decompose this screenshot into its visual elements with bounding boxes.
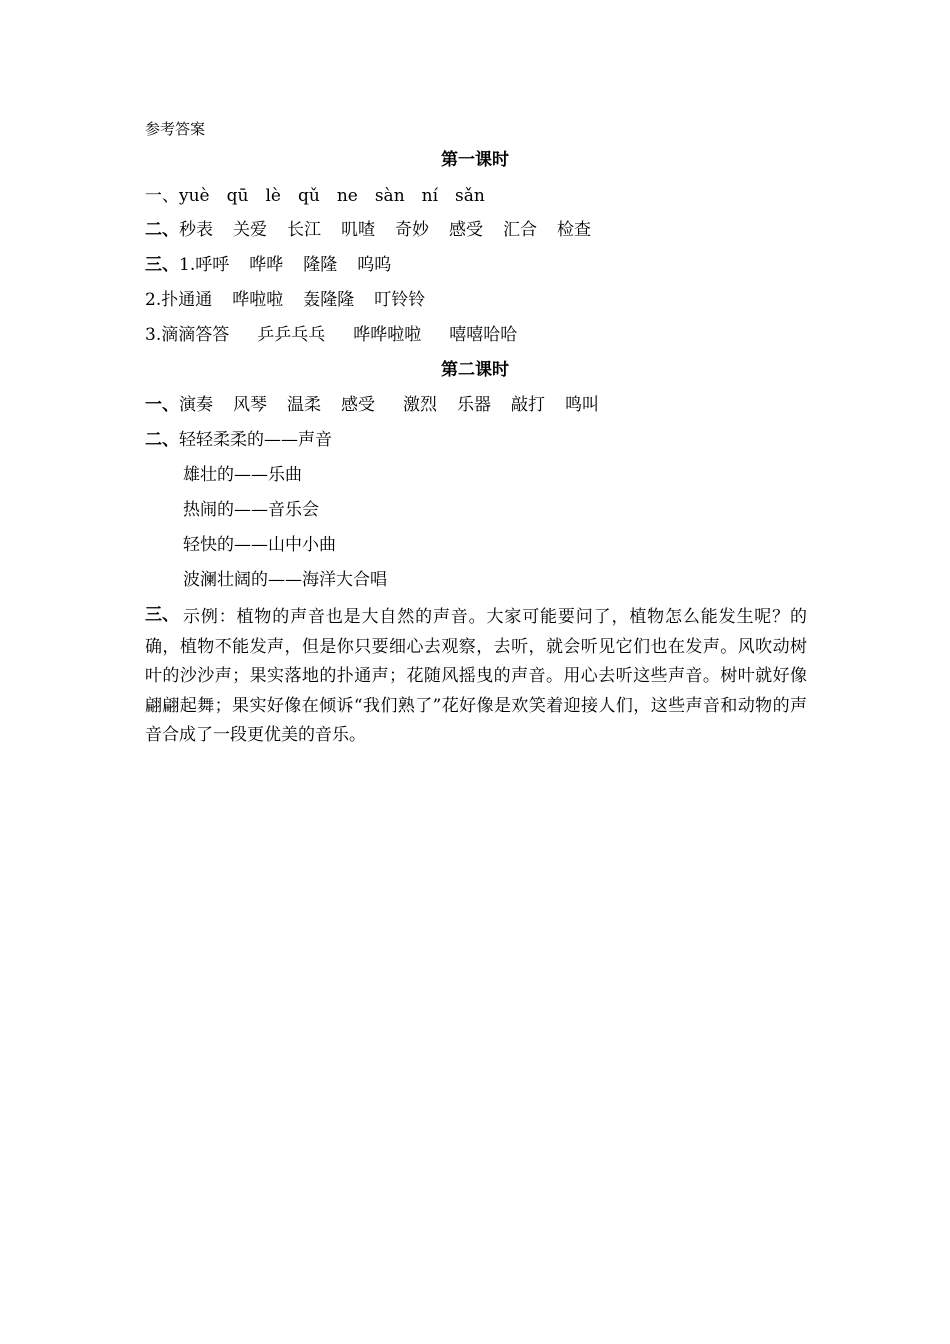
word-answer: 温柔: [287, 395, 321, 415]
pinyin-answer: qū: [226, 186, 249, 206]
onomatopoeia-answer: 隆隆: [303, 255, 338, 275]
word-answer: 叽喳: [341, 220, 375, 240]
matching-answer: 波澜壮阔的——海洋大合唱: [183, 570, 387, 590]
document-label: 参考答案: [145, 120, 206, 138]
lesson1-q1: [145, 184, 502, 208]
pinyin-answer: ní: [421, 186, 439, 206]
word-answer: 关爱: [233, 220, 267, 240]
pinyin-answer: sàn: [374, 186, 405, 206]
word-answer: 乐器: [457, 395, 491, 415]
pinyin-answer: qǔ: [297, 186, 320, 206]
question-number: 二、: [145, 220, 179, 240]
onomatopoeia-answer: 哗啦啦: [232, 290, 284, 310]
pinyin-answer: ne: [336, 186, 358, 206]
question-number: 三、: [145, 605, 179, 625]
matching-answer: 轻轻柔柔的——声音: [179, 430, 332, 450]
example-paragraph: 示例：植物的声音也是大自然的声音。大家可能要问了，植物怎么能发生呢？的确，植物不能发声，但是你只要细心去观察，去听，就会听见它们也在发声。风吹动树叶的沙沙声；果实落地的扑通声；花随风摇曳的声音。用心去听这些声音。树叶就好像翩翩起舞；果实好像在倾诉“我们熟了”花好像是欢笑着迎接人们，这些声音和动物的声音合成了一段更优美的音乐。: [145, 607, 807, 745]
word-answer: 长江: [287, 220, 321, 240]
word-answer: 汇合: [503, 220, 537, 240]
onomatopoeia-answer: 滴滴答答: [161, 325, 230, 345]
sub-number: 1.: [179, 255, 196, 275]
onomatopoeia-answer: 扑通通: [161, 290, 213, 310]
lesson1-title: 第一课时: [441, 150, 509, 170]
pinyin-answer: sǎn: [455, 186, 485, 206]
lesson2-q1: [145, 393, 619, 417]
word-answer: 激烈: [403, 395, 437, 415]
lesson2-q3-answer: [145, 603, 807, 751]
question-number: 三、: [145, 255, 179, 275]
word-answer: 鸣叫: [565, 395, 599, 415]
lesson1-q3-line1: [145, 253, 411, 277]
sub-number: 2.: [145, 290, 162, 310]
onomatopoeia-answer: 叮铃铃: [374, 290, 426, 310]
onomatopoeia-answer: 嘻嘻哈哈: [449, 325, 518, 345]
word-answer: 感受: [341, 395, 375, 415]
lesson1-q2: [145, 218, 611, 242]
onomatopoeia-answer: 哗哗啦啦: [353, 325, 422, 345]
lesson2-title: 第二课时: [441, 360, 509, 380]
lesson1-q3-line2: [145, 288, 445, 312]
word-answer: 风琴: [233, 395, 267, 415]
word-answer: 检查: [557, 220, 591, 240]
word-answer: 秒表: [179, 220, 213, 240]
question-number: 一、: [145, 395, 179, 415]
matching-answer: 热闹的——音乐会: [183, 500, 319, 520]
pinyin-answer: lè: [265, 186, 281, 206]
word-answer: 奇妙: [395, 220, 429, 240]
onomatopoeia-answer: 轰隆隆: [303, 290, 355, 310]
question-number: 二、: [145, 430, 179, 450]
pinyin-answer: yuè: [179, 186, 210, 206]
word-answer: 演奏: [179, 395, 213, 415]
onomatopoeia-answer: 乒乒乓乓: [257, 325, 326, 345]
matching-answer: 雄壮的——乐曲: [183, 465, 302, 485]
matching-answer: 轻快的——山中小曲: [183, 535, 336, 555]
question-number: 一、: [145, 186, 179, 206]
onomatopoeia-answer: 呜呜: [357, 255, 392, 275]
sub-number: 3.: [145, 325, 162, 345]
word-answer: 敲打: [511, 395, 545, 415]
lesson2-q2-line1: [145, 428, 332, 452]
onomatopoeia-answer: 呼呼: [195, 255, 230, 275]
word-answer: 感受: [449, 220, 483, 240]
lesson1-q3-line3: [145, 323, 545, 347]
onomatopoeia-answer: 哗哗: [249, 255, 284, 275]
